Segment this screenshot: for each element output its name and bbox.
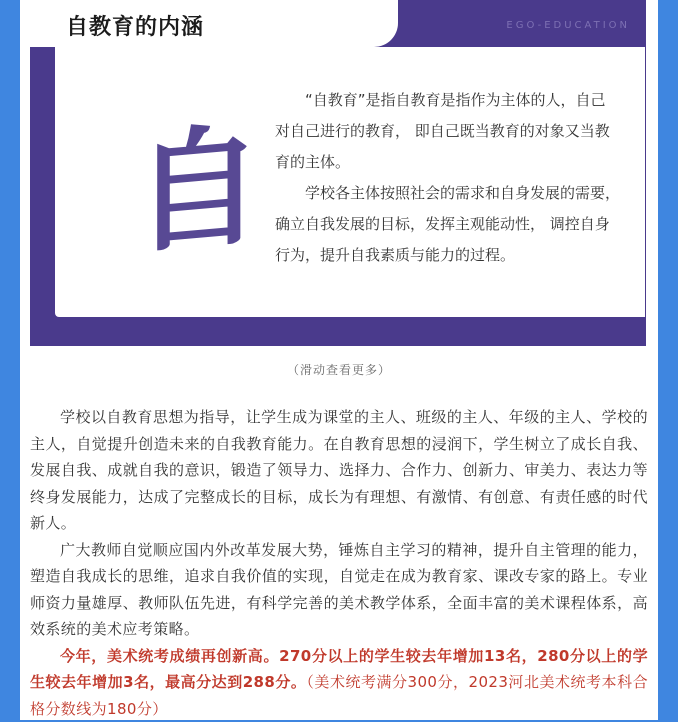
header-tab [30, 0, 398, 47]
footnote-text: （美术统考满分300分，2023河北美术统考本科合格分数线为180分） [30, 673, 648, 718]
article-paragraph: 学校以自教育思想为指导，让学生成为课堂的主人、班级的主人、年级的主人、学校的主人，自觉提升创造未来的自我教育能力。在自教育思想的浸润下，学生树立了成长自我、发展自我、成就自我的意识，锻造了领导力、选择力、合作力、创新力、审美力、表达力等终身发展能力，达成了完整成长的目标，成长为有理想、有激情、有创意、有责任感的时代新人。 [30, 404, 648, 537]
article-paragraph [30, 643, 648, 722]
highlight-text: 今年，美术统考成绩再创新高。270分以上的学生较去年增加13名，280分以上的学生较去年增加3名，最高分达到288分。 [30, 647, 648, 692]
decorative-character: 自 [133, 111, 261, 268]
slide-text [275, 85, 620, 271]
slide-paragraph: “自教育”是指自教育是指作为主体的人，自己对自己进行的教育， 即自己既当教育的对象又当教育的主体。 [275, 85, 620, 178]
article-body [30, 404, 648, 722]
slide-card [55, 47, 645, 317]
section-title: 自教育的内涵 [66, 10, 204, 41]
article-page [20, 0, 658, 720]
slide-panel[interactable] [30, 47, 646, 346]
slide-paragraph: 学校各主体按照社会的需求和自身发展的需要，确立自我发展的目标，发挥主观能动性， 调控自身行为，提升自我素质与能力的过程。 [275, 178, 620, 271]
brand-text: EGO-EDUCATION [506, 20, 630, 31]
scroll-hint: （滑动查看更多） [20, 361, 658, 378]
article-paragraph: 广大教师自觉顺应国内外改革发展大势，锤炼自主学习的精神，提升自主管理的能力，塑造自我成长的思维，追求自我价值的实现，自觉走在成为教育家、课改专家的路上。专业师资力量雄厚、教师队伍先进，有科学完善的美术教学体系，全面丰富的美术课程体系，高效系统的美术应考策略。 [30, 537, 648, 643]
